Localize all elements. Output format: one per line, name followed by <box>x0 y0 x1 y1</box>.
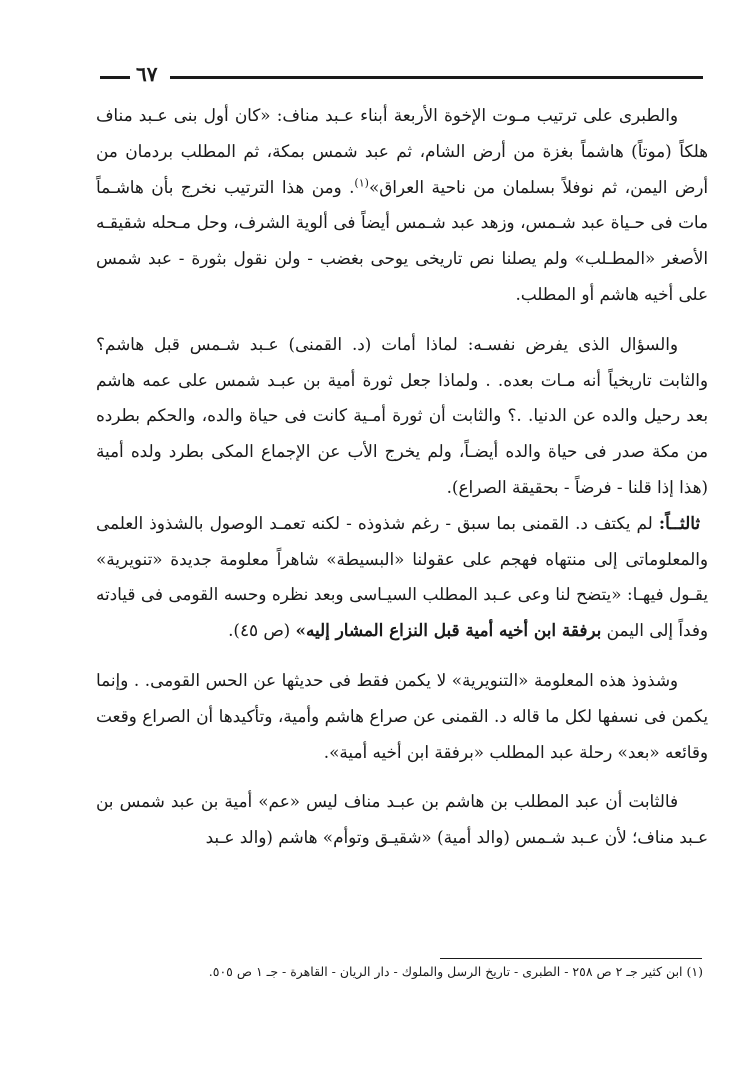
paragraph-1-text: والطبرى على ترتيب مـوت الإخوة الأربعة أبناء عـبد مناف: «كان أول بنى عـبد مناف هلكاً (موتاً) هاشماً بغزة من أرض الشام، ثم عبد شمس بمكة، ثم المطلب بردمان من أرض اليمن، ثم نوفلاً بسلمان من ناحية العراق» <box>96 105 708 197</box>
page-number: ٦٧ <box>136 62 158 86</box>
footnote: (١) ابن كثير جـ ٢ ص ٢٥٨ - الطبرى - تاريخ الرسل والملوك - دار الريان - القاهرة - جـ ١ ص ٥٠٥. <box>208 964 703 979</box>
paragraph-4-text: وشذوذ هذه المعلومة «التنويرية» لا يكمن فقط فى حديثها عن الحس القومى. . وإنما يكمن فى نسفها لكل ما قاله د. القمنى عن صراع هاشم وأمية، وتأكيدها أن الصراع وقعت وقائعه «بعد» رحلة عبد المطلب «برفقة ابن أخيه أمية». <box>96 669 708 762</box>
header-rule-short <box>100 76 130 79</box>
paragraph-4 <box>96 663 708 770</box>
paragraph-2 <box>96 327 708 506</box>
paragraph-3-text: لم يكتف د. القمنى بما سبق - رغم شذوذه - لكنه تعمـد الوصول بالشذوذ العلمى والمعلوماتى إلى منتهاه فهجم على عقولنا «البسيطة» شاهراً معلومة جديدة «تنويرية» يقـول فيهـا: «يتضح لنا وعى عـبد المطلب السيـاسى وبعد نظره وحسه القومى فى قيادته وفداً إلى اليمن <box>96 512 708 641</box>
paragraph-3-text-cont: (ص ٤٥). <box>228 620 296 641</box>
paragraph-5-text: فالثابت أن عبد المطلب بن هاشم بن عبـد مناف ليس «عم» أمية بن عبد شمس بن عـبد مناف؛ لأن عـبد شـمس (والد أمية) «شقيـق وتوأم» هاشم (والد عـبد <box>96 791 708 848</box>
footnote-ref: (١) <box>354 176 369 189</box>
paragraph-5 <box>96 784 708 856</box>
paragraph-3 <box>96 506 708 649</box>
paragraph-3-bold-quote: برفقة ابن أخيه أمية قبل النزاع المشار إليه» <box>295 620 602 641</box>
page-header <box>100 62 703 86</box>
paragraph-1-text-cont: . ومن هذا الترتيب نخرج بأن هاشـماً مات فى حـياة عبد شـمس، وزهد عبد شـمس أيضاً فى ألوية الشرف، وحل مـحله شقيقـه الأصغر «المطـلب» ولم يصلنا نص تاريخى يوحى بغضب - ولن نقول بثورة - عبد شمس على أخيه هاشم أو المطلب. <box>96 176 708 304</box>
body-text <box>96 98 708 856</box>
footnote-rule <box>440 958 702 959</box>
paragraph-1 <box>96 98 708 313</box>
paragraph-2-text: والسؤال الذى يفرض نفسـه: لماذا أمات (د. القمنى) عـبد شـمس قبل هاشم؟ والثابت تاريخياً أنه مـات بعده. . ولماذا جعل ثورة أمية بن عبـد شمس على عمه هاشم بعد رحيل والده عن الدنيا. .؟ والثابت أن ثورة أمـية كانت فى حياة والده، والحكم بطرده من مكة صدر فى حياة والده أيضـاً، ولم يخرج الأب عن الإجماع المكى بطرد ولده أمية (هذا إذا قلنا - فرضاً - بحقيقة الصراع). <box>96 333 708 497</box>
header-rule-long <box>170 76 703 79</box>
paragraph-3-lead: ثالثــاً: <box>658 512 700 533</box>
